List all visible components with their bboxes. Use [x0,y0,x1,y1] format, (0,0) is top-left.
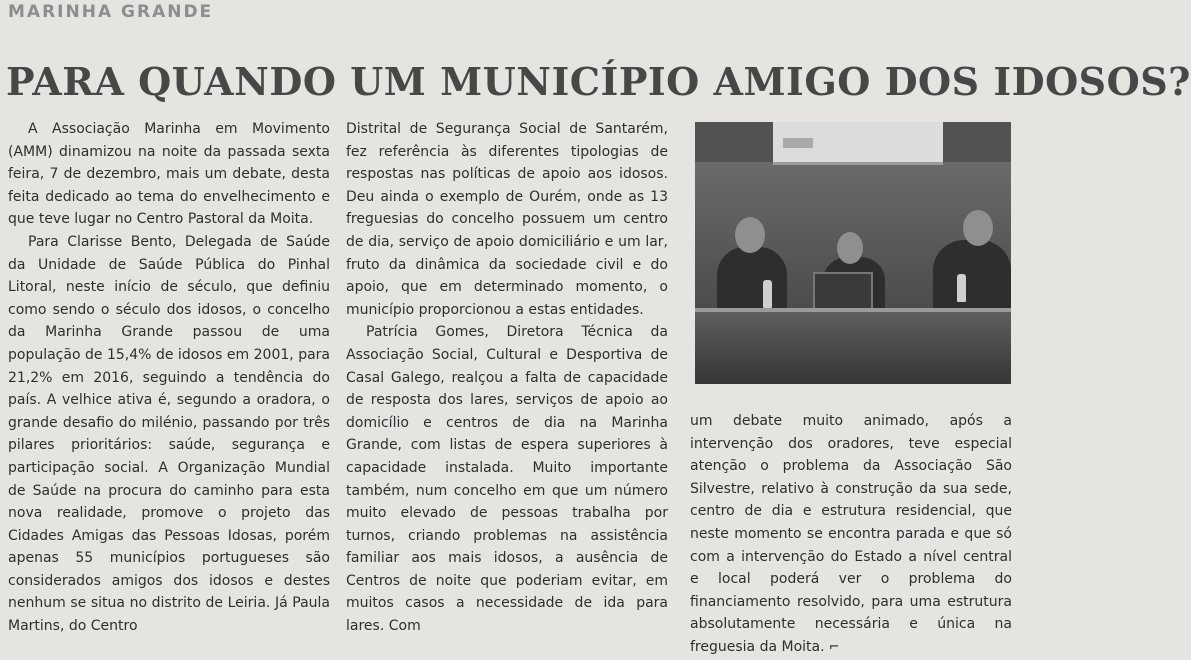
article-column-2 [346,118,668,638]
paragraph [690,410,1012,660]
laptop [813,272,873,312]
headline: PARA QUANDO UM MUNICÍPIO AMIGO DOS IDOSOS? [6,59,1191,105]
end-mark-icon: ⌐ [828,639,840,655]
table-cloth [695,312,1011,384]
paragraph: A Associação Marinha em Movimento (AMM) dinamizou na noite da passada sexta feira, 7 de dezembro, mais um debate, desta feita dedicado ao tema do envelhecimento e que teve lugar no Centro Pastoral da Moita. [8,121,330,228]
water-bottle [763,280,772,308]
section-label: MARINHA GRANDE [8,2,214,22]
paragraph: Para Clarisse Bento, Delegada de Saúde da Unidade de Saúde Pública do Pinhal Litoral, neste início de século, que definiu como sendo o século dos idosos, o concelho da Marinha Grande passou de uma população de 15,4% de idosos em 2001, para 21,2% em 2016, seguindo a tendência do país. A velhice ativa é, segundo a oradora, o grande desafio do milénio, passando por três pilares prioritários: saúde, segurança e participação social. A Organização Mundial de Saúde na procura do caminho para esta nova realidade, promove o projeto das Cidades Amigas das Pessoas Idosas, porém apenas 55 municípios portugueses são considerados amigos dos idosos e destes nenhum se situa no distrito de Leiria. Já Paula Martins, do Centro [8,233,330,635]
water-bottle [957,274,966,302]
paragraph-text: um debate muito animado, após a intervenção dos oradores, teve especial atenção o problema da Associação São Silvestre, relativo à construção da sua sede, centro de dia e estrutura residencial, que neste momento se encontra parada e que só com a intervenção do Estado a nível central e local poderá ver o problema do financiamento resolvido, para uma estrutura absolutamente necessária e única na freguesia da Moita. [690,413,1012,655]
speaker-right [933,240,1011,316]
article-column-1 [8,118,330,638]
paragraph: Patrícia Gomes, Diretora Técnica da Associação Social, Cultural e Desportiva de Casal Galego, realçou a falta de capacidade de resposta dos lares, serviços de apoio ao domicílio e centros de dia na Marinha Grande, com listas de espera superiores à capacidade instalada. Muito importante também, num concelho em que um número muito elevado de pessoas trabalha por turnos, criando problemas na assistência familiar aos mais idosos, a ausência de Centros de noite que poderiam evitar, em muitos casos a necessidade de ida para lares. Com [346,324,668,635]
speaker-left-head [735,217,765,253]
speaker-left [717,247,787,317]
speaker-center-head [837,232,863,264]
paragraph: Distrital de Segurança Social de Santarém, fez referência às diferentes tipologias de respostas nas políticas de apoio aos idosos. Deu ainda o exemplo de Ourém, onde as 13 freguesias do concelho possuem um centro de dia, serviço de apoio domiciliário e um lar, fruto da dinâmica da sociedade civil e do apoio, que em determinado momento, o município proporcionou a estas entidades. [346,121,668,318]
article-column-3 [690,410,1012,660]
projection-screen [773,122,943,165]
speaker-right-head [963,210,993,246]
event-photo [695,122,1011,384]
